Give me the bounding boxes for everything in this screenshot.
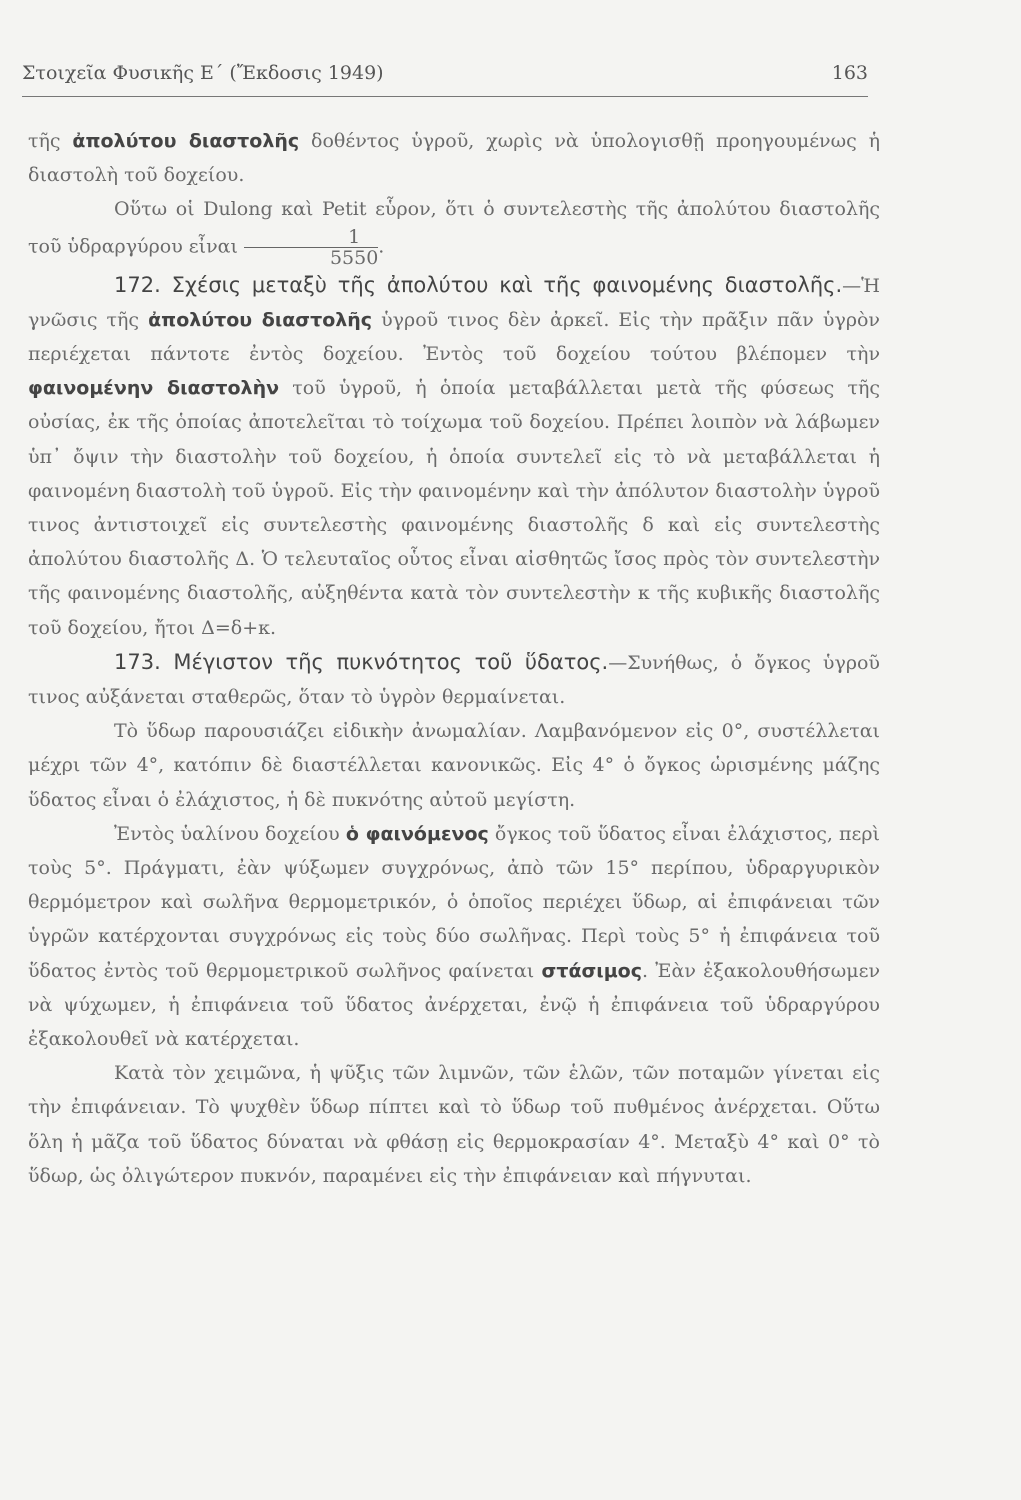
- fraction: $\frac{1}{5550}$: [244, 227, 378, 268]
- section-173: 173. Μέγιστον τῆς πυκνότητος τοῦ ὕδατος.—Συνήθως, ὁ ὄγκος ὑγροῦ τινος αὐξάνεται σταθερῶς, ὅταν τὸ ὑγρὸν θερμαίνεται.: [28, 649, 880, 709]
- paragraph-5: Κατὰ τὸν χειμῶνα, ἡ ψῦξις τῶν λιμνῶν, τῶν ἑλῶν, τῶν ποταμῶν γίνεται εἰς τὴν ἐπιφάνειαν. Τὸ ψυχθὲν ὕδωρ πίπτει καὶ τὸ ὕδωρ τοῦ πυθμένος ἀνέρχεται. Οὕτω ὅλη ἡ μᾶζα τοῦ ὕδατος δύναται νὰ φθάσῃ εἰς θερμοκρασίαν 4°. Μεταξὺ 4° καὶ 0° τὸ ὕδωρ, ὡς ὀλιγώτερον πυκνόν, παραμένει εἰς τὴν ἐπιφάνειαν καὶ πήγνυται.: [28, 1062, 880, 1187]
- paragraph-4: Ἐντὸς ὑαλίνου δοχείου ὁ φαινόμενος ὄγκος τοῦ ὕδατος εἶναι ἐλάχιστος, περὶ τοὺς 5°. Πράγματι, ἐὰν ψύξωμεν συγχρόνως, ἀπὸ τῶν 15° περίπου, ὑδραργυρικὸν θερμόμετρον καὶ σωλῆνα θερμομετρικόν, ὁ ὁποῖος περιέχει ὕδωρ, αἱ ἐπιφάνειαι τῶν ὑγρῶν κατέρχονται συγχρόνως εἰς τοὺς δύο σωλῆνας. Περὶ τοὺς 5° ἡ ἐπιφάνεια τοῦ ὕδατος ἐντὸς τοῦ θερμομετρικοῦ σωλῆνος φαίνεται στάσιμος. Ἐὰν ἐξακολουθήσωμεν νὰ ψύχωμεν, ἡ ἐπιφάνεια τοῦ ὕδατος ἀνέρχεται, ἐνῷ ἡ ἐπιφάνεια τοῦ ὑδραργύρου ἐξακολουθεῖ νὰ κατέρχεται.: [28, 822, 881, 1051]
- bold-term: ὁ φαινόμενος: [345, 822, 489, 845]
- paragraph-3: Τὸ ὕδωρ παρουσιάζει εἰδικὴν ἀνωμαλίαν. Λαμβανόμενον εἰς 0°, συστέλλεται μέχρι τῶν 4°, κατόπιν δὲ διαστέλλεται κανονικῶς. Εἰς 4° ὁ ὄγκος ὡρισμένης μάζης ὕδατος εἶναι ὁ ἐλάχιστος, ἡ δὲ πυκνότης αὐτοῦ μεγίστη.: [28, 720, 880, 811]
- running-header: [22, 62, 868, 97]
- paragraph-2: Οὕτω οἱ Dulong καὶ Petit εὗρον, ὅτι ὁ συντελεστὴς τῆς ἀπολύτου διαστολῆς τοῦ ὑδραργύρου εἶναι $\frac{1}{5550}$ .: [28, 198, 880, 269]
- section-172: 172. Σχέσις μεταξὺ τῆς ἀπολύτου καὶ τῆς φαινομένης διαστολῆς.—Ἡ γνῶσις τῆς ἀπολύτου διαστολῆς ὑγροῦ τινος δὲν ἀρκεῖ. Εἰς τὴν πρᾶξιν πᾶν ὑγρὸν περιέχεται πάντοτε ἐντὸς δοχείου. Ἐντὸς τοῦ δοχείου τούτου βλέπομεν τὴν φαινομένην διαστολὴν τοῦ ὑγροῦ, ἡ ὁποία μεταβάλλεται μετὰ τῆς φύσεως τῆς οὐσίας, ἐκ τῆς ὁποίας ἀποτελεῖται τὸ τοίχωμα τοῦ δοχείου. Πρέπει λοιπὸν νὰ λάβωμεν ὑπ᾿ ὄψιν τὴν διαστολὴν τοῦ δοχείου, ἡ ὁποία συντελεῖ εἰς τὸ νὰ μεταβάλλεται ἡ φαινομένη διαστολὴ τοῦ ὑγροῦ. Εἰς τὴν φαινομένην καὶ τὴν ἀπόλυτον διαστολὴν ὑγροῦ τινος ἀντιστοιχεῖ εἰς συντελεστὴς φαινομένης διαστολῆς δ καὶ εἰς συντελεστὴς ἀπολύτου διαστολῆς Δ. Ὁ τελευταῖος οὗτος εἶναι αἰσθητῶς ἴσος πρὸς τὸν συντελεστὴν τῆς φαινομένης διαστολῆς, αὐξηθέντα κατὰ τὸν συντελεστὴν κ τῆς κυβικῆς διαστολῆς τοῦ δοχείου, ἤτοι Δ=δ+κ.: [28, 272, 880, 639]
- bold-term: στάσιμος: [541, 959, 642, 982]
- body-text: [28, 124, 880, 1193]
- page-number: 163: [831, 62, 868, 84]
- bold-term: ἀπολύτου διαστολῆς: [148, 308, 373, 331]
- bold-term: φαινομένην διαστολὴν: [28, 377, 280, 400]
- section-heading-172: 172. Σχέσις μεταξὺ τῆς ἀπολύτου καὶ τῆς φαινομένης διαστολῆς.: [114, 272, 843, 297]
- book-title: Στοιχεῖα Φυσικῆς Ε΄ (Ἔκδοσις 1949): [22, 62, 384, 84]
- bold-term: ἀπολύτου διαστολῆς: [72, 130, 300, 152]
- paragraph-1: τῆς ἀπολύτου διαστολῆς δοθέντος ὑγροῦ, χωρὶς νὰ ὑπολογισθῇ προηγουμένως ἡ διαστολὴ τοῦ δοχείου.: [28, 130, 880, 187]
- section-heading-173: 173. Μέγιστον τῆς πυκνότητος τοῦ ὕδατος.: [114, 649, 609, 674]
